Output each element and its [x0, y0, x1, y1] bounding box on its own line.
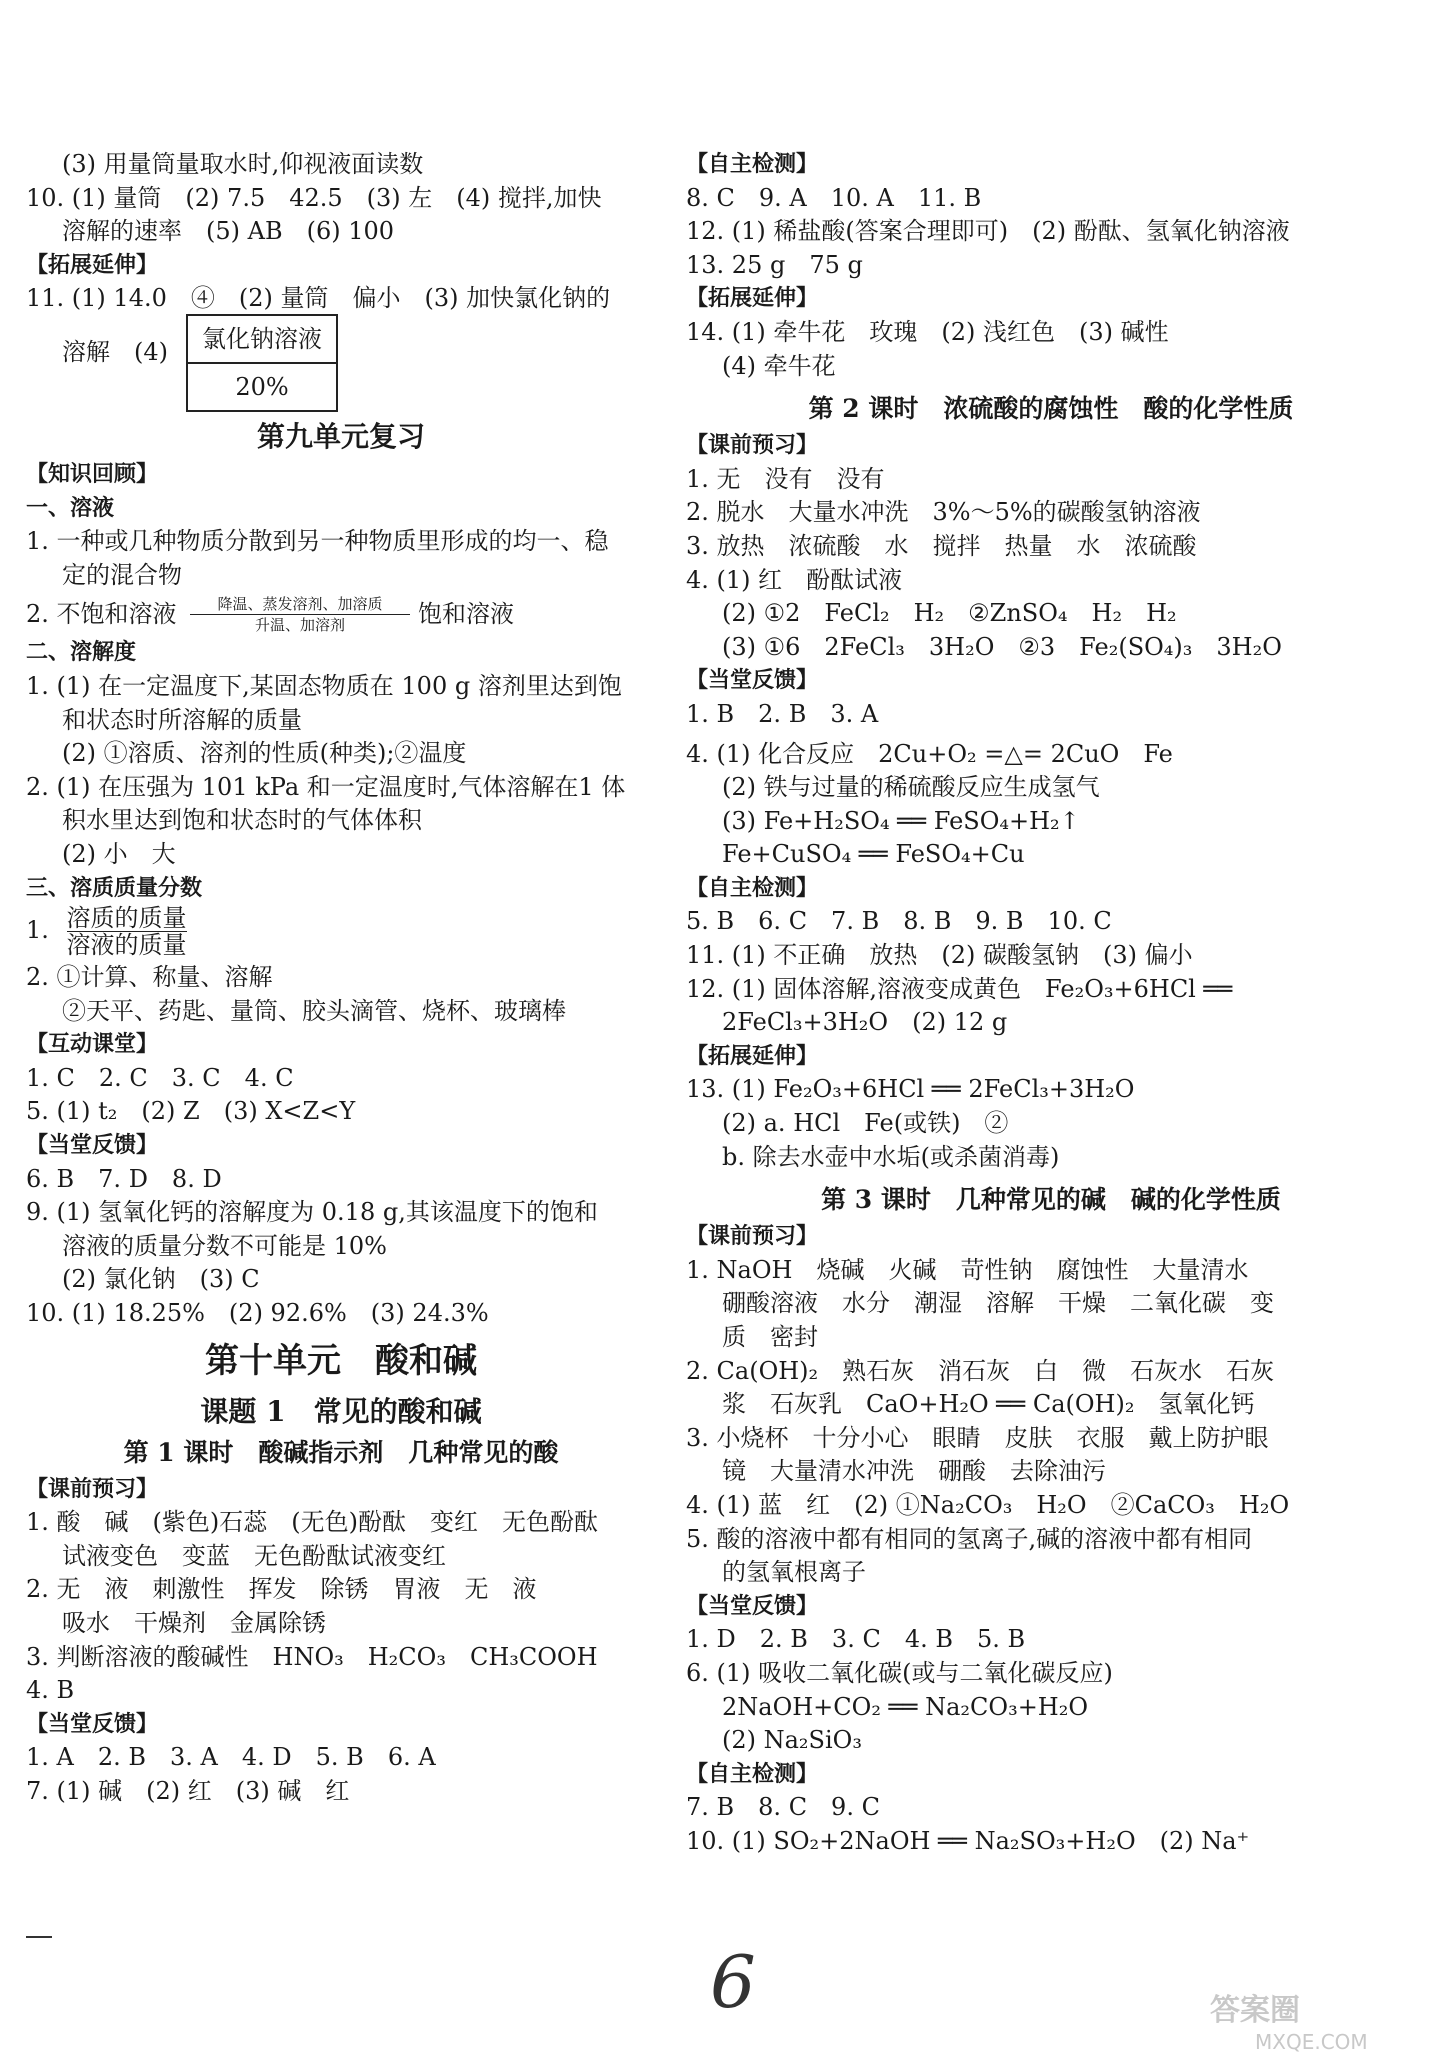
section-label: 【课前预习】 — [26, 1476, 159, 1502]
answer-line: 5. B 6. C 7. B 8. B 9. B 10. C — [686, 907, 1112, 936]
answer-line: 4. B — [26, 1676, 75, 1705]
unit-heading: 第十单元 酸和碱 — [205, 1340, 477, 1381]
answer-line: 2. 无 液 刺激性 挥发 除锈 胃液 无 液 — [26, 1575, 537, 1604]
answer-line: 4. (1) 化合反应 2Cu+O₂ =△= 2CuO Fe — [686, 739, 1173, 768]
section-label: 【自主检测】 — [686, 1761, 819, 1787]
lesson-heading: 第 2 课时 浓硫酸的腐蚀性 酸的化学性质 — [808, 394, 1294, 424]
answer-line: 溶液的质量分数不可能是 10% — [62, 1231, 387, 1260]
answer-line: 13. (1) Fe₂O₃+6HCl ══ 2FeCl₃+3H₂O — [686, 1075, 1135, 1104]
answer-line: (2) 铁与过量的稀硫酸反应生成氢气 — [722, 773, 1100, 802]
answer-line: 11. (1) 14.0 ④ (2) 量筒 偏小 (3) 加快氯化钠的 — [26, 284, 611, 313]
answer-line: 1. C 2. C 3. C 4. C — [26, 1063, 294, 1092]
unit-review-heading: 第九单元复习 — [256, 419, 425, 453]
section-label: 【知识回顾】 — [26, 461, 159, 487]
answer-line: 的氢氧根离子 — [722, 1558, 866, 1587]
fraction-row — [26, 905, 656, 961]
label-table — [186, 314, 338, 412]
conversion-arrow — [190, 596, 410, 633]
mass-fraction — [67, 905, 187, 958]
answer-line: (2) 氯化钠 (3) C — [62, 1265, 260, 1294]
answer-line: 吸水 干燥剂 金属除锈 — [62, 1609, 326, 1637]
answer-line: 3. 判断溶液的酸碱性 HNO₃ H₂CO₃ CH₃COOH — [26, 1642, 598, 1671]
arrow-top-label: 降温、蒸发溶剂、加溶质 — [217, 595, 383, 614]
answer-line: 11. (1) 不正确 放热 (2) 碳酸氢钠 (3) 偏小 — [686, 941, 1193, 970]
answer-line: (2) ①2 FeCl₂ H₂ ②ZnSO₄ H₂ H₂ — [722, 599, 1177, 628]
fraction-denominator: 溶液的质量 — [66, 931, 187, 960]
answer-line: 和状态时所溶解的质量 — [62, 705, 302, 734]
section-label: 【拓展延伸】 — [686, 1043, 819, 1069]
answer-line: 12. (1) 固体溶解,溶液变成黄色 Fe₂O₃+6HCl ══ — [686, 974, 1233, 1003]
section-label: 【拓展延伸】 — [686, 286, 819, 312]
answer-line: 2. (1) 在压强为 101 kPa 和一定温度时,气体溶解在1 体 — [26, 772, 626, 801]
subsection-label: 三、溶质质量分数 — [26, 875, 203, 901]
subsection-label: 一、溶液 — [26, 495, 115, 521]
answer-line: b. 除去水壶中水垢(或杀菌消毒) — [722, 1142, 1060, 1171]
section-label: 【自主检测】 — [686, 875, 819, 901]
answer-line: 定的混合物 — [62, 560, 182, 589]
answer-line: 1. B 2. B 3. A — [686, 699, 879, 728]
answer-line: 5. 酸的溶液中都有相同的氢离子,碱的溶液中都有相同 — [686, 1524, 1253, 1553]
answer-line: 2. 脱水 大量水冲洗 3%～5%的碳酸氢钠溶液 — [686, 498, 1201, 527]
label-row — [26, 316, 656, 416]
arrow-bar — [190, 614, 410, 615]
answer-line: 2FeCl₃+3H₂O (2) 12 g — [722, 1008, 1008, 1037]
fraction-numerator: 溶质的质量 — [66, 904, 187, 933]
answer-line: 7. B 8. C 9. C — [686, 1793, 880, 1822]
answer-line: 1. 酸 碱 (紫色)石蕊 (无色)酚酞 变红 无色酚酞 — [26, 1508, 598, 1537]
answer-line: 9. (1) 氢氧化钙的溶解度为 0.18 g,其该温度下的饱和 — [26, 1198, 598, 1227]
answer-line: (2) ①溶质、溶剂的性质(种类);②温度 — [62, 739, 467, 768]
answer-line: 试液变色 变蓝 无色酚酞试液变红 — [62, 1541, 446, 1570]
label-table-top: 氯化钠溶液 — [188, 316, 336, 364]
answer-line: 7. (1) 碱 (2) 红 (3) 碱 红 — [26, 1776, 350, 1805]
answer-line: 1. A 2. B 3. A 4. D 5. B 6. A — [26, 1743, 436, 1772]
label-table-bottom: 20% — [235, 372, 289, 401]
answer-line: 4. (1) 红 酚酞试液 — [686, 565, 903, 594]
answer-line: 3. 放热 浓硫酸 水 搅拌 热量 水 浓硫酸 — [686, 531, 1197, 560]
answer-line: 1. (1) 在一定温度下,某固态物质在 100 g 溶剂里达到饱 — [26, 671, 622, 700]
answer-line: ②天平、药匙、量筒、胶头滴管、烧杯、玻璃棒 — [62, 996, 566, 1025]
answer-line: (2) 小 大 — [62, 839, 176, 868]
answer-line: 镜 大量清水冲洗 硼酸 去除油污 — [722, 1457, 1106, 1486]
section-label: 【自主检测】 — [686, 152, 819, 177]
answer-line: 溶解 (4) — [62, 337, 168, 366]
section-label: 【当堂反馈】 — [686, 668, 819, 694]
watermark-logo: 答案圈 — [1210, 1993, 1300, 2028]
answer-line: 2. 不饱和溶液 — [26, 600, 177, 629]
section-label: 【当堂反馈】 — [686, 1593, 819, 1619]
section-label: 【课前预习】 — [686, 433, 819, 459]
answer-line: (4) 牵牛花 — [722, 351, 836, 380]
answer-line: 1. — [26, 916, 49, 945]
answer-line: 1. 一种或几种物质分散到另一种物质里形成的均一、稳 — [26, 527, 609, 556]
answer-line: 13. 25 g 75 g — [686, 250, 863, 279]
answer-line: 8. C 9. A 10. A 11. B — [686, 183, 982, 212]
answer-line: Fe+CuSO₄ ══ FeSO₄+Cu — [722, 840, 1025, 869]
answer-line: (2) Na₂SiO₃ — [722, 1726, 862, 1755]
section-label: 【拓展延伸】 — [26, 252, 159, 278]
answer-line: (3) Fe+H₂SO₄ ══ FeSO₄+H₂↑ — [722, 806, 1080, 835]
answer-line: 14. (1) 牵牛花 玫瑰 (2) 浅红色 (3) 碱性 — [686, 317, 1169, 346]
answer-line: 积水里达到饱和状态时的气体体积 — [62, 806, 422, 835]
section-label: 【互动课堂】 — [26, 1032, 159, 1058]
right-column — [686, 148, 1416, 1859]
lesson-heading: 第 3 课时 几种常见的碱 碱的化学性质 — [821, 1185, 1281, 1215]
answer-line: 6. (1) 吸收二氧化碳(或与二氧化碳反应) — [686, 1658, 1113, 1687]
watermark-url: MXQE.COM — [1255, 2030, 1368, 2054]
answer-line: 3. 小烧杯 十分小心 眼睛 皮肤 衣服 戴上防护眼 — [686, 1423, 1269, 1452]
answer-line: 1. D 2. B 3. C 4. B 5. B — [686, 1625, 1026, 1654]
subsection-label: 二、溶解度 — [26, 640, 137, 666]
section-label: 【当堂反馈】 — [26, 1711, 159, 1737]
answer-line: 12. (1) 稀盐酸(答案合理即可) (2) 酚酞、氢氧化钠溶液 — [686, 217, 1290, 246]
answer-line: 饱和溶液 — [418, 600, 514, 629]
answer-line: 10. (1) 18.25% (2) 92.6% (3) 24.3% — [26, 1299, 489, 1328]
lesson-heading: 第 1 课时 酸碱指示剂 几种常见的酸 — [123, 1437, 559, 1467]
answer-line: 2. Ca(OH)₂ 熟石灰 消石灰 白 微 石灰水 石灰 — [686, 1356, 1275, 1385]
conversion-row — [26, 592, 656, 636]
answer-line: 1. NaOH 烧碱 火碱 苛性钠 腐蚀性 大量清水 — [686, 1255, 1249, 1284]
answer-line: 1. 无 没有 没有 — [686, 464, 885, 493]
answer-line: 10. (1) 量筒 (2) 7.5 42.5 (3) 左 (4) 搅拌,加快 — [26, 183, 602, 212]
answer-line: (2) a. HCl Fe(或铁) ② — [722, 1109, 1009, 1138]
answer-line: 10. (1) SO₂+2NaOH ══ Na₂SO₃+H₂O (2) Na⁺ — [686, 1826, 1250, 1855]
answer-line: 2. ①计算、称量、溶解 — [26, 963, 273, 992]
answer-line: 溶解的速率 (5) AB (6) 100 — [62, 217, 395, 246]
answer-line: (3) ①6 2FeCl₃ 3H₂O ②3 Fe₂(SO₄)₃ 3H₂O — [722, 632, 1282, 661]
arrow-bottom-label: 升温、加溶剂 — [254, 616, 345, 635]
answer-line: 硼酸溶液 水分 潮湿 溶解 干燥 二氧化碳 变 — [722, 1289, 1274, 1318]
answer-line: 质 密封 — [722, 1323, 818, 1351]
topic-heading: 课题 1 常见的酸和碱 — [200, 1394, 482, 1428]
section-label: 【当堂反馈】 — [26, 1133, 159, 1159]
answer-line: 4. (1) 蓝 红 (2) ①Na₂CO₃ H₂O ②CaCO₃ H₂O — [686, 1490, 1290, 1519]
left-column — [26, 148, 656, 1809]
answer-line: 浆 石灰乳 CaO+H₂O ══ Ca(OH)₂ 氢氧化钙 — [722, 1390, 1255, 1419]
answer-line: 6. B 7. D 8. D — [26, 1164, 222, 1193]
section-label: 【课前预习】 — [686, 1224, 819, 1250]
handwritten-page-mark: 6 — [710, 1940, 756, 2024]
answer-line: (3) 用量筒量取水时,仰视液面读数 — [62, 150, 424, 178]
footnote-rule — [26, 1936, 52, 1938]
answer-line: 5. (1) t₂ (2) Z (3) X<Z<Y — [26, 1097, 356, 1126]
answer-line: 2NaOH+CO₂ ══ Na₂CO₃+H₂O — [722, 1692, 1089, 1721]
